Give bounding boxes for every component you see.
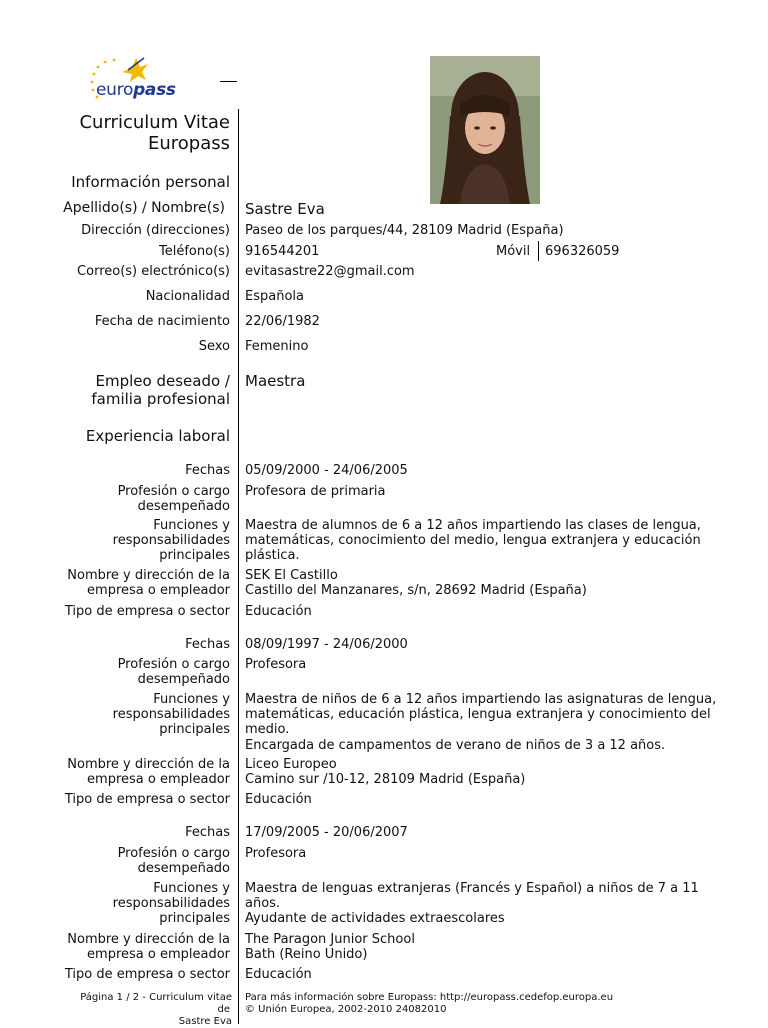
- logo-suffix: pass: [133, 80, 176, 100]
- job-employer-label-line1: Nombre y dirección de la: [67, 757, 230, 772]
- job-employer-line: Camino sur /10-12, 28109 Madrid (España): [245, 772, 526, 787]
- job-employer-line: Liceo Europeo: [245, 757, 337, 772]
- job-duties-line: años.: [245, 896, 281, 911]
- job-duties-label-line2: responsabilidades: [112, 533, 230, 548]
- job-duties-line: matemáticas, conocimiento del medio, lengua extranjera y educación: [245, 533, 701, 548]
- job-dates-value: 05/09/2000 - 24/06/2005: [245, 463, 408, 478]
- job-duties-line: Maestra de alumnos de 6 a 12 años impartiendo las clases de lengua,: [245, 518, 701, 533]
- mobile-value: 696326059: [545, 244, 620, 259]
- desired-job-value: Maestra: [245, 372, 306, 390]
- job-sector-label: Tipo de empresa o sector: [64, 604, 230, 619]
- job-position-label-line1: Profesión o cargo: [117, 846, 230, 861]
- phone-value: 916544201: [245, 244, 320, 259]
- job-duties-label-line3: principales: [159, 911, 230, 926]
- job-employer-line: SEK El Castillo: [245, 568, 338, 583]
- job-employer-line: Bath (Reino Unido): [245, 947, 368, 962]
- job-duties-label-line3: principales: [159, 722, 230, 737]
- email-value: evitasastre22@gmail.com: [245, 264, 415, 279]
- address-label: Dirección (direcciones): [81, 223, 230, 238]
- job-sector-value: Educación: [245, 967, 312, 982]
- birthdate-label: Fecha de nacimiento: [94, 314, 230, 329]
- job-duties-line: plástica.: [245, 548, 300, 563]
- job-position-label-line1: Profesión o cargo: [117, 657, 230, 672]
- job-sector-value: Educación: [245, 792, 312, 807]
- job-duties-label-line1: Funciones y: [153, 692, 230, 707]
- email-label: Correo(s) electrónico(s): [77, 264, 230, 279]
- job-position-value: Profesora: [245, 846, 307, 861]
- job-duties-line: Ayudante de actividades extraescolares: [245, 911, 505, 926]
- job-duties-label-line2: responsabilidades: [112, 896, 230, 911]
- cv-title-line1: Curriculum Vitae: [79, 112, 230, 133]
- job-employer-line: The Paragon Junior School: [245, 932, 415, 947]
- job-sector-value: Educación: [245, 604, 312, 619]
- job-position-label-line2: desempeñado: [137, 861, 230, 876]
- cv-title-line2: Europass: [147, 133, 230, 154]
- job-employer-label-line2: empresa o empleador: [87, 947, 230, 962]
- job-sector-label: Tipo de empresa o sector: [64, 967, 230, 982]
- nationality-value: Española: [245, 289, 304, 304]
- job-position-value: Profesora: [245, 657, 307, 672]
- job-employer-label-line2: empresa o empleador: [87, 583, 230, 598]
- job-position-label-line2: desempeñado: [137, 672, 230, 687]
- header-dash: [220, 81, 237, 82]
- job-duties-line: Encargada de campamentos de verano de niños de 3 a 12 años.: [245, 738, 666, 753]
- footer-right: [245, 992, 613, 1016]
- job-employer-line: Castillo del Manzanares, s/n, 28692 Madrid (España): [245, 583, 587, 598]
- job-position-label-line2: desempeñado: [137, 499, 230, 514]
- job-dates-label: Fechas: [185, 825, 230, 840]
- job-duties-label-line1: Funciones y: [153, 518, 230, 533]
- address-value: Paseo de los parques/44, 28109 Madrid (España): [245, 223, 564, 238]
- job-employer-label-line1: Nombre y dirección de la: [67, 568, 230, 583]
- job-dates-label: Fechas: [185, 463, 230, 478]
- footer-copyright: © Unión Europea, 2002-2010 24082010: [245, 1004, 447, 1015]
- phone-label: Teléfono(s): [159, 244, 230, 259]
- job-position-label-line1: Profesión o cargo: [117, 484, 230, 499]
- sex-label: Sexo: [198, 339, 230, 354]
- profile-photo: [430, 56, 540, 204]
- mobile-label: Móvil: [496, 244, 531, 259]
- birthdate-value: 22/06/1982: [245, 314, 320, 329]
- job-dates-label: Fechas: [185, 637, 230, 652]
- footer-more-info: Para más información sobre Europass: http://europass.cedefop.europa.eu: [245, 992, 614, 1003]
- footer-page-info: Página 1 / 2 - Curriculum vitae: [80, 992, 232, 1003]
- job-position-value: Profesora de primaria: [245, 484, 386, 499]
- name-label: Apellido(s) / Nombre(s): [63, 200, 225, 216]
- desired-job-label-line2: familia profesional: [91, 390, 230, 408]
- job-duties-line: medio.: [245, 722, 290, 737]
- logo-prefix: euro: [96, 80, 134, 100]
- footer-name: Sastre Eva: [178, 1016, 232, 1027]
- section-personal-info: Información personal: [71, 173, 230, 191]
- footer-left: [80, 992, 232, 1028]
- job-duties-label-line1: Funciones y: [153, 881, 230, 896]
- job-employer-label-line1: Nombre y dirección de la: [67, 932, 230, 947]
- job-dates-value: 08/09/1997 - 24/06/2000: [245, 637, 408, 652]
- job-dates-value: 17/09/2005 - 20/06/2007: [245, 825, 408, 840]
- column-divider: [238, 109, 239, 1024]
- nationality-label: Nacionalidad: [145, 289, 230, 304]
- desired-job-label-line1: Empleo deseado /: [95, 372, 230, 390]
- job-duties-line: matemáticas, educación plástica, lengua extranjera y conocimiento del: [245, 707, 711, 722]
- name-value: Sastre Eva: [245, 200, 325, 218]
- job-duties-label-line2: responsabilidades: [112, 707, 230, 722]
- section-work-experience: Experiencia laboral: [85, 427, 230, 445]
- job-sector-label: Tipo de empresa o sector: [64, 792, 230, 807]
- job-duties-line: Maestra de niños de 6 a 12 años impartiendo las asignaturas de lengua,: [245, 692, 717, 707]
- job-employer-label-line2: empresa o empleador: [87, 772, 230, 787]
- mobile-separator: [538, 241, 539, 261]
- footer-de: de: [217, 1004, 230, 1015]
- job-duties-line: Maestra de lenguas extranjeras (Francés y Español) a niños de 7 a 11: [245, 881, 699, 896]
- job-duties-label-line3: principales: [159, 548, 230, 563]
- sex-value: Femenino: [245, 339, 309, 354]
